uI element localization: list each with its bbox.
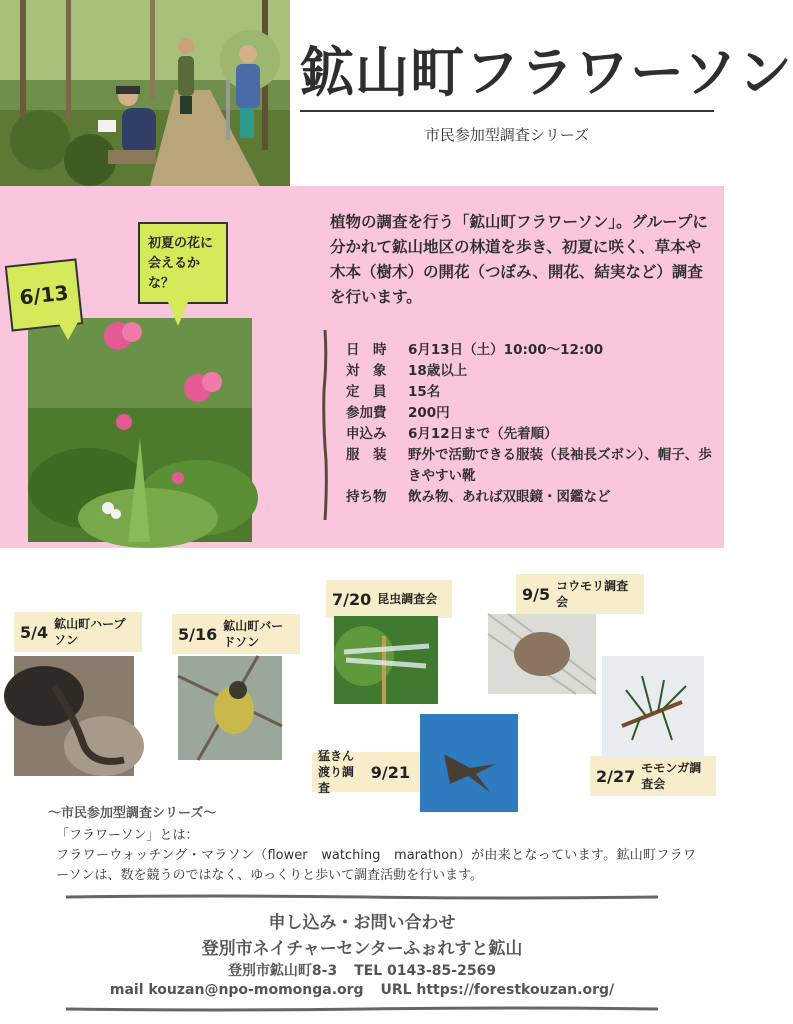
detail-key: 定 員 [346,384,387,400]
detail-key: 持ち物 [346,489,387,505]
footer-divider-top [66,894,658,900]
detail-row-clothing [346,445,716,487]
event-details [346,340,716,508]
flower-photo [28,318,252,542]
question-bubble: 初夏の花に会えるかな？ [138,222,228,304]
event-name: 昆虫調査会 [377,592,438,606]
contact-url[interactable]: URL https://forestkouzan.org/ [380,982,615,998]
footer-divider-bottom [66,1006,658,1012]
event-date-bubble: 6/13 [5,258,84,331]
page-subtitle: 市民参加型調査シリーズ [424,126,590,144]
title-underline [300,110,714,112]
detail-key: 申込み [346,426,387,442]
contact-heading: 申し込み・お問い合わせ [268,913,456,933]
bat-photo [488,614,596,694]
contact-address-line [40,960,684,980]
detail-key: 日 時 [346,342,387,358]
event-tag-herpson [14,612,142,652]
event-date: 7/20 [332,589,372,609]
details-brush-line [322,330,328,520]
detail-row-datetime [346,340,716,361]
event-date: 9/5 [522,584,551,604]
raptor-photo [420,714,518,812]
detail-key: 参加費 [346,405,387,421]
event-tag-momonga [590,756,716,796]
event-tag-bats [516,574,644,614]
bird-photo [178,656,282,760]
detail-row-belongings [346,487,716,508]
event-name: 鉱山町バードソン [223,619,284,649]
event-name: 猛きん渡り調査 [318,749,355,795]
dragonfly-photo [334,616,438,704]
detail-value: 15名 [408,384,441,400]
page-title: 鉱山町フラワーソン [300,41,793,104]
detail-key: 対 象 [346,363,387,379]
event-name: 鉱山町ハープソン [54,617,126,647]
definition-text: フラワーウォッチング・マラソン（flower watching marathon）が由来となっています。鉱山町フラワーソンは、数を競うのではなく、ゆっくりと歩いて調査活動を行います。 [56,848,696,883]
event-date: 5/4 [20,622,49,642]
contact-tel[interactable]: TEL 0143-85-2569 [354,963,497,979]
event-tag-raptors [312,749,422,795]
detail-value: 6月13日（土）10:00～12:00 [408,342,604,358]
hero-photo-forest-survey [0,0,290,186]
event-date: 9/21 [370,762,410,782]
event-tag-birdson [172,614,300,654]
series-heading: ～市民参加型調査シリーズ～ [48,806,217,821]
contact-organization: 登別市ネイチャーセンターふぉれすと鉱山 [201,939,523,959]
event-tag-insects [326,580,452,618]
contact-address: 登別市鉱山町8-3 [227,963,338,979]
event-date: 5/16 [178,624,218,644]
detail-row-application [346,424,716,445]
event-name: モモンガ調査会 [641,761,702,791]
definition-label: 「フラワーソン」とは： [56,828,199,843]
contact-mail[interactable]: mail kouzan@npo-momonga.org [109,982,364,998]
event-intro: 植物の調査を行う「鉱山町フラワーソン」。グループに分かれて鉱山地区の林道を歩き、初夏に咲く、草本や木本（樹木）の開花（つぼみ、開花、結実など）調査を行います。 [330,213,708,306]
event-date: 2/27 [596,766,636,786]
contact-web-line [40,982,684,998]
detail-value: 200円 [408,405,450,421]
detail-row-fee [346,403,716,424]
detail-row-capacity [346,382,716,403]
pine-twig-photo [602,656,704,758]
event-name: コウモリ調査会 [556,579,629,609]
detail-key: 服 装 [346,447,387,463]
detail-value: 野外で活動できる服装（長袖長ズボン）、帽子、歩きやすい靴 [408,447,712,484]
lizard-photo [14,656,134,776]
detail-value: 18歳以上 [408,363,468,379]
bubble-tail-date [58,322,78,340]
bubble-tail-question [168,302,188,326]
detail-value: 6月12日まで（先着順） [408,426,558,442]
detail-value: 飲み物、あれば双眼鏡・図鑑など [408,489,611,505]
detail-row-target [346,361,716,382]
